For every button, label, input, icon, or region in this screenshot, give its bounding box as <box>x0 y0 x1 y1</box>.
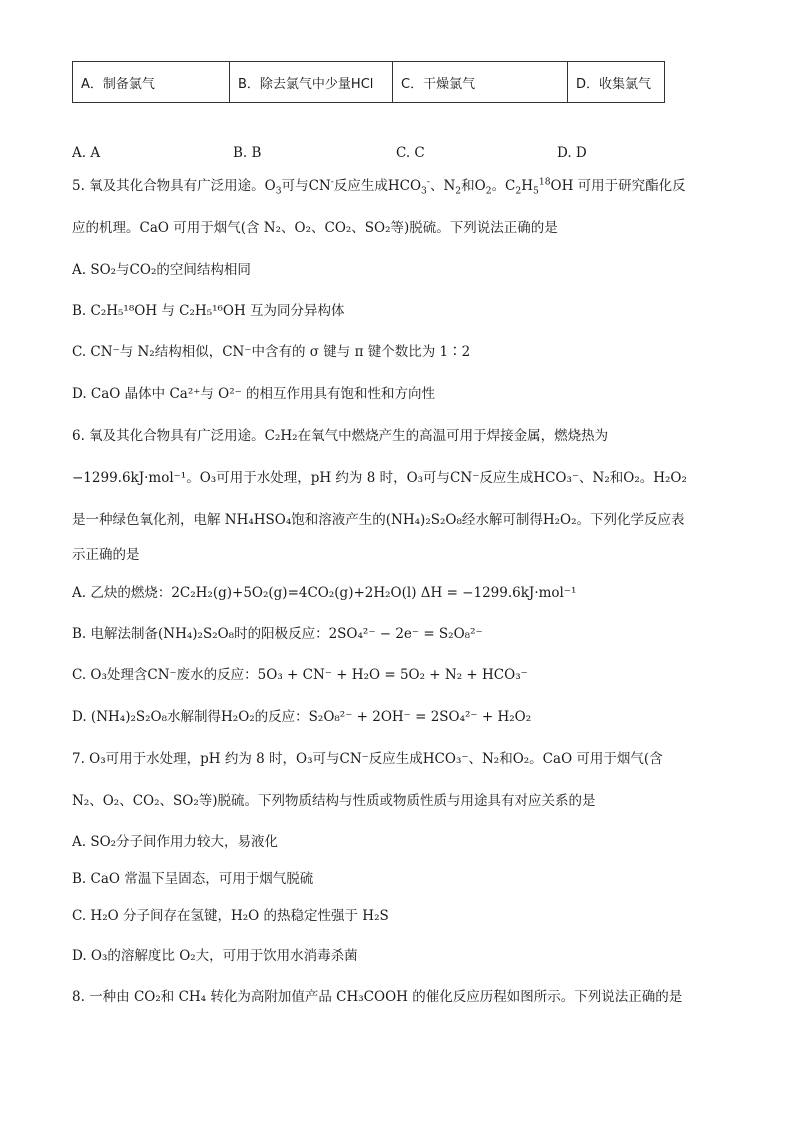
q5-option-a: A. SO₂与CO₂的空间结构相同 <box>72 262 251 278</box>
q6-stem-line2: −1299.6kJ·mol⁻¹。O₃可用于水处理，pH 约为 8 时，O₃可与CN⁻反应生成HCO₃⁻、N₂和O₂。H₂O₂ <box>72 470 687 486</box>
q4-choice-d: D. D <box>557 145 587 161</box>
q7-stem-line2: N₂、O₂、CO₂、SO₂等)脱硫。下列物质结构与性质或物质性质与用途具有对应关系的是 <box>72 793 596 809</box>
table-cell-b: B．除去氯气中少量HCl <box>230 62 393 103</box>
q7-option-b: B. CaO 常温下呈固态，可用于烟气脱硫 <box>72 871 314 887</box>
q6-stem-line3: 是一种绿色氧化剂，电解 NH₄HSO₄饱和溶液产生的(NH₄)₂S₂O₈经水解可制得H₂O₂。下列化学反应表 <box>72 512 685 528</box>
q6-stem-line4: 示正确的是 <box>72 547 140 563</box>
q5-stem-line1: 5. 氧及其化合物具有广泛用途。$O_3$可与CN-反应生成$HCO_3^-$、$N_2$和$O_2$。$C_2H_5^{18}OH$ 可用于研究酯化反 <box>72 176 686 197</box>
q5-option-c: C. CN⁻与 N₂结构相似，CN⁻中含有的 σ 键与 π 键个数比为 1∶2 <box>72 344 471 360</box>
q7-option-a: A. SO₂分子间作用力较大，易液化 <box>72 834 279 850</box>
q6-option-d: D. (NH₄)₂S₂O₈水解制得H₂O₂的反应：S₂O₈²⁻ + 2OH⁻ = 2SO₄²⁻ + H₂O₂ <box>72 709 532 725</box>
q5-option-d: D. CaO 晶体中 Ca²⁺与 O²⁻ 的相互作用具有饱和性和方向性 <box>72 386 436 402</box>
q6-option-a: A. 乙炔的燃烧：2C₂H₂(g)+5O₂(g)=4CO₂(g)+2H₂O(l) ΔH = −1299.6kJ·mol⁻¹ <box>72 585 577 601</box>
q6-stem-line1: 6. 氧及其化合物具有广泛用途。C₂H₂在氧气中燃烧产生的高温可用于焊接金属，燃烧热为 <box>72 428 609 444</box>
q4-choice-a: A. A <box>72 145 101 161</box>
q7-stem-line1: 7. O₃可用于水处理，pH 约为 8 时，O₃可与CN⁻反应生成HCO₃⁻、N₂和O₂。CaO 可用于烟气(含 <box>72 751 663 767</box>
q7-option-c: C. H₂O 分子间存在氢键，H₂O 的热稳定性强于 H₂S <box>72 908 389 924</box>
options-table <box>72 61 665 103</box>
q8-stem-line1: 8. 一种由 CO₂和 CH₄ 转化为高附加值产品 CH₃COOH 的催化反应历程如图所示。下列说法正确的是 <box>72 989 683 1005</box>
table-cell-c: C．干燥氯气 <box>393 62 568 103</box>
q4-choice-b: B. B <box>233 145 262 161</box>
q6-option-b: B. 电解法制备(NH₄)₂S₂O₈时的阳极反应：2SO₄²⁻ − 2e⁻ = S₂O₈²⁻ <box>72 626 483 642</box>
q5-stem-line2: 应的机理。CaO 可用于烟气(含 N₂、O₂、CO₂、SO₂等)脱硫。下列说法正确的是 <box>72 220 558 236</box>
q4-choice-c: C. C <box>396 145 425 161</box>
q6-option-c: C. O₃处理含CN⁻废水的反应：5O₃ + CN⁻ + H₂O = 5O₂ + N₂ + HCO₃⁻ <box>72 667 528 683</box>
table-cell-d: D．收集氯气 <box>568 62 665 103</box>
q7-option-d: D. O₃的溶解度比 O₂大，可用于饮用水消毒杀菌 <box>72 948 358 964</box>
table-cell-a: A．制备氯气 <box>73 62 230 103</box>
q5-option-b: B. C₂H₅¹⁸OH 与 C₂H₅¹⁶OH 互为同分异构体 <box>72 303 345 319</box>
